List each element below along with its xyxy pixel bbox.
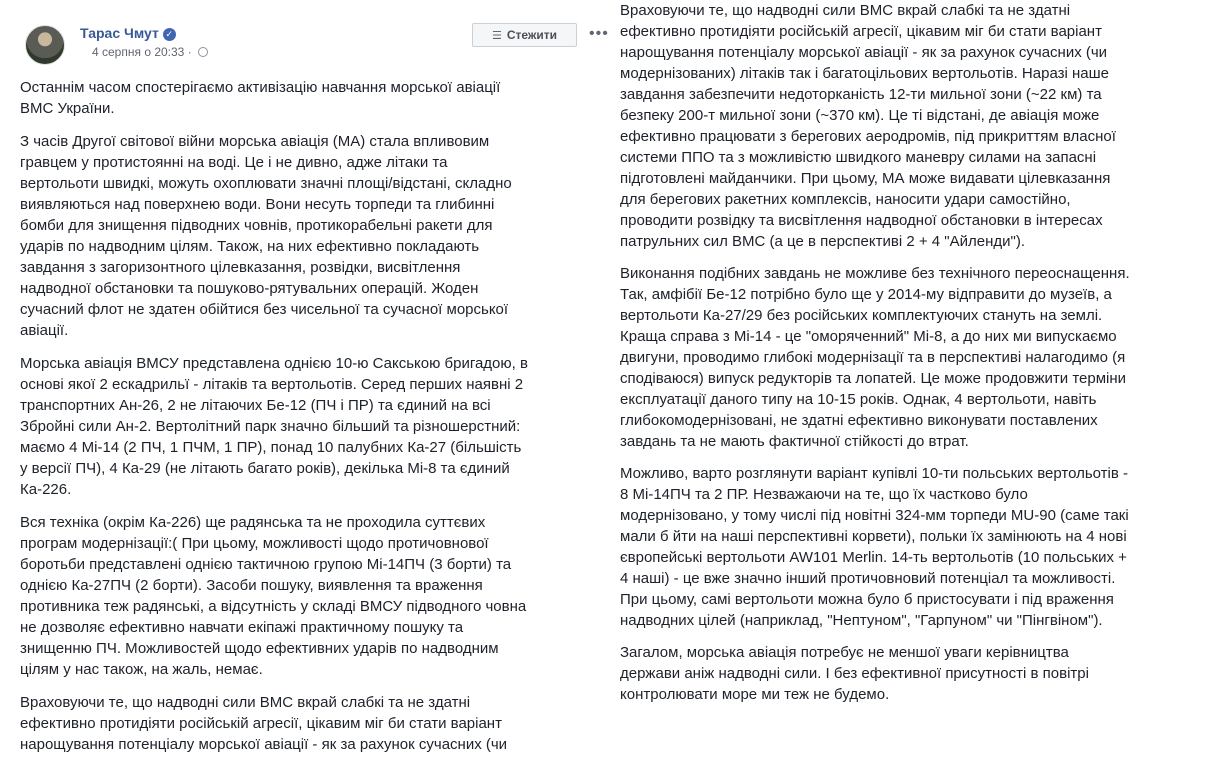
verified-badge-icon: ✓ xyxy=(163,28,176,41)
post-body-left xyxy=(20,77,592,767)
post-paragraph: Морська авіація ВМСУ представлена однією 10-ю Сакською бригадою, в основі якої 2 ескадрильї - літаків та вертольотів. Серед перших наявні 2 транспортних Ан-26, 2 не літаючих Бе-12 (ПЧ і ПР) та єдиний на всі Збройні сили Ан-2. Вертолітний парк значно більший та різношерстний: маємо 4 Мі-14 (2 ПЧ, 1 ПЧМ, 1 ПР), понад 10 палубних Ка-27 (більшість у версії ПЧ), 4 Ка-29 (не літають багато років), декілька Мі-8 та єдиний Ка-226. xyxy=(20,355,528,498)
follow-button[interactable] xyxy=(472,23,577,47)
post-body-right xyxy=(620,0,1210,716)
post-meta xyxy=(92,45,208,59)
author-name[interactable] xyxy=(80,25,176,41)
author-name-text[interactable]: Тарас Чмут xyxy=(80,25,159,41)
avatar[interactable] xyxy=(25,25,65,65)
post-paragraph: З часів Другої світової війни морська авіація (МА) стала впливовим гравцем у протистоянні на воді. Це і не дивно, адже літаки та вертольоти швидкі, можуть охоплювати значні площі/відстані, складно виявляються над поверхнею води. Вони несуть торпеди та глибинні бомби для знищення підводних човнів, протикорабельні ракети для ударів по надводним цілям. Також, на них ефективно покладають завдання з загоризонтного цілевказання, розвідки, висвітлення надводної обстановки та пошуково-рятувальних операцій. Жоден сучасний флот не здатен обійтися без чисельної та сучасної морської авіації. xyxy=(20,133,512,339)
post-paragraph: Останнім часом спостерігаємо активізацію навчання морської авіації ВМС України. xyxy=(20,79,501,117)
post-timestamp[interactable]: 4 серпня о 20:33 xyxy=(92,45,185,59)
post-paragraph: Виконання подібних завдань не можливе без технічного переоснащення. Так, амфібії Бе-12 потрібно було ще у 2014-му відправити до музеїв, а вертольоти Ка-27/29 без російських комплектуючих стануть на землі. Краща справа з Мі-14 - це "оморяченний" Мі-8, а до них ми випускаємо двигуни, проводимо глибокі модернізації та в перспективі налагодимо (я сподіваюся) випуск редукторів та лопатей. Це може продовжити терміни експлуатації даного типу на 10-15 років. Однак, 4 вертольоти, навіть глибокомодернізовані, не здатні ефективно виконувати поставлених завдань та не мають фактичної стійкості до втрат. xyxy=(620,265,1130,450)
post-header xyxy=(25,23,609,69)
meta-separator: · xyxy=(187,45,192,59)
post-column-left xyxy=(13,0,609,768)
post-paragraph: Враховуючи те, що надводні сили ВМС вкрай слабкі та не здатні ефективно протидіяти російській агресії, цікавим міг би стати варіант нарощування потенціалу морської авіації - як за рахунок сучасних (чи xyxy=(20,694,508,753)
more-options-icon[interactable]: ••• xyxy=(589,25,609,42)
globe-icon[interactable] xyxy=(198,47,208,57)
post-paragraph: Враховуючи те, що надводні сили ВМС вкрай слабкі та не здатні ефективно протидіяти російській агресії, цікавим міг би стати варіант нарощування потенціалу морської авіації - як за рахунок сучасних (чи модернізованих) літаків так і багатоцільових вертольотів. Наразі наше завдання забезпечити недоторканість 12-ти мильної зони (~22 км) та безпеку 200-т мильної зони (~370 км). Це ті відстані, де авіація може ефективно працювати з берегових аеродромів, під прикриттям власної системи ППО та з можливістю швидкого маневру силами на запасні підготовлені майданчики. При цьому, МА може видавати цілевказання для берегових ракетних комплексів, наносити удари самостійно, проводити розвідку та висвітлення надводної обстановки в інтересах патрульних сил ВМС (а це в перспективі 2 + 4 "Айленди"). xyxy=(620,2,1116,250)
post-paragraph: Загалом, морська авіація потребує не меншої уваги керівництва держави аніж надводні сили. І без ефективної присутності в повітрі контролювати море ми теж не будемо. xyxy=(620,644,1089,703)
rss-icon: ☰ xyxy=(491,29,502,42)
follow-label: Стежити xyxy=(506,28,558,42)
post-column-right xyxy=(610,0,1200,768)
post-paragraph: Вся техніка (окрім Ка-226) ще радянська та не проходила суттєвих програм модернізації:( При цьому, можливості щодо протичовнової боротьби представлені однією тактичною групою Мі-14ПЧ (3 борти) та однією Ка-27ПЧ (2 борти). Засоби пошуку, виявлення та враження противника теж радянські, а відсутність у складі ВМСУ підводного човна не дозволяє ефективно навчати екіпажі практичному пошуку та знищенню ПЧ. Можливостей щодо ефективних ударів по надводним цілям у нас також, на жаль, немає. xyxy=(20,514,527,678)
post-paragraph: Можливо, варто розглянути варіант купівлі 10-ти польських вертольотів - 8 Мі-14ПЧ та 2 ПР. Незважаючи на те, що їх частково було модернізовано, у тому числі під новітні 324-мм торпеди MU-90 (саме такі мали б йти на наші перспективні корвети), польки їх замінюють на 4 нові європейські вертольоти AW101 Merlin. 14-ть вертольотів (10 польських + 4 наші) - це вже значно інший протичовновий потенціал та можливості. При цьому, самі вертольоти можна було б пристосувати і під враження надводних цілей (наприклад, "Нептуном", "Гарпуном" чи "Пінгвіном"). xyxy=(620,465,1129,629)
